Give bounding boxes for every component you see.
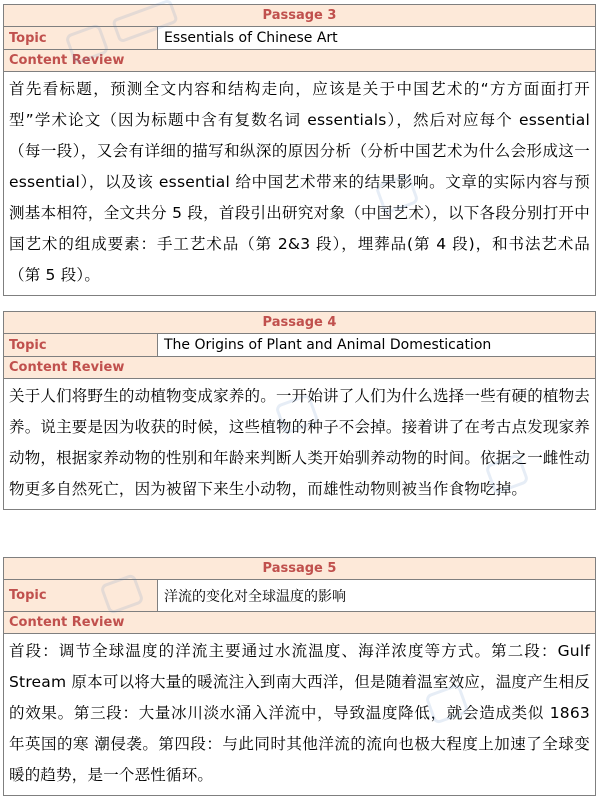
passage-title-row	[4, 312, 595, 334]
content-review-row	[4, 357, 595, 379]
content-review-text: 首段：调节全球温度的洋流主要通过水流温度、海洋浓度等方式。第二段：Gulf Stream 原本可以将大量的暖流注入到南大西洋，但是随着温室效应，温度产生相反的效果。第三段：大量冰川淡水涌入洋流中，导致温度降低，就会造成类似 1863 年英国的寒 潮侵袭。第四段：与此同时其他洋流的流向也极大程度上加速了全球变暖的趋势，是一个恶性循环。	[9, 642, 590, 784]
passage-3-table	[3, 4, 596, 296]
passage-title-row	[4, 558, 595, 580]
passage-title-row	[4, 5, 595, 27]
passage-title: Passage 3	[262, 8, 337, 23]
passage-title: Passage 4	[262, 315, 337, 330]
content-review-text: 关于人们将野生的动植物变成家养的。一开始讲了人们为什么选择一些有硬的植物去养。说主要是因为收获的时候，这些植物的种子不会掉。接着讲了在考古点发现家养动物，根据家养动物的性别和年龄来判断人类开始驯养动物的时间。依据之一雌性动物更多自然死亡，因为被留下来生小动物，而雄性动物则被当作食物吃掉。	[9, 387, 590, 498]
topic-label: Topic	[4, 580, 158, 611]
passage-5-table	[3, 557, 596, 796]
content-review-label: Content Review	[9, 360, 125, 375]
topic-row	[4, 334, 595, 357]
topic-value: 洋流的变化对全球温度的影响	[164, 588, 346, 605]
topic-value: Essentials of Chinese Art	[164, 30, 338, 46]
passage-4-table	[3, 311, 596, 510]
topic-label: Topic	[4, 27, 158, 49]
topic-value: The Origins of Plant and Animal Domestication	[164, 337, 492, 353]
topic-row	[4, 27, 595, 50]
content-review-row	[4, 612, 595, 634]
passage-title: Passage 5	[262, 561, 337, 576]
content-review-row	[4, 50, 595, 72]
topic-row	[4, 580, 595, 612]
content-review-text: 首先看标题，预测全文内容和结构走向，应该是关于中国艺术的“方方面面打开型”学术论文（因为标题中含有复数名词 essentials），然后对应每个 essential（每一段），又会有详细的描写和纵深的原因分析（分析中国艺术为什么会形成这一 essential），以及该 essential 给中国艺术带来的结果影响。文章的实际内容与预测基本相符，全文共分 5 段，首段引出研究对象（中国艺术），以下各段分别打开中国艺术的组成要素：手工艺术品（第 2&3 段），埋葬品(第 4 段)，和书法艺术品（第 5 段）。	[9, 80, 590, 284]
content-review-label: Content Review	[9, 615, 125, 630]
topic-label: Topic	[4, 334, 158, 356]
content-review-label: Content Review	[9, 53, 125, 68]
